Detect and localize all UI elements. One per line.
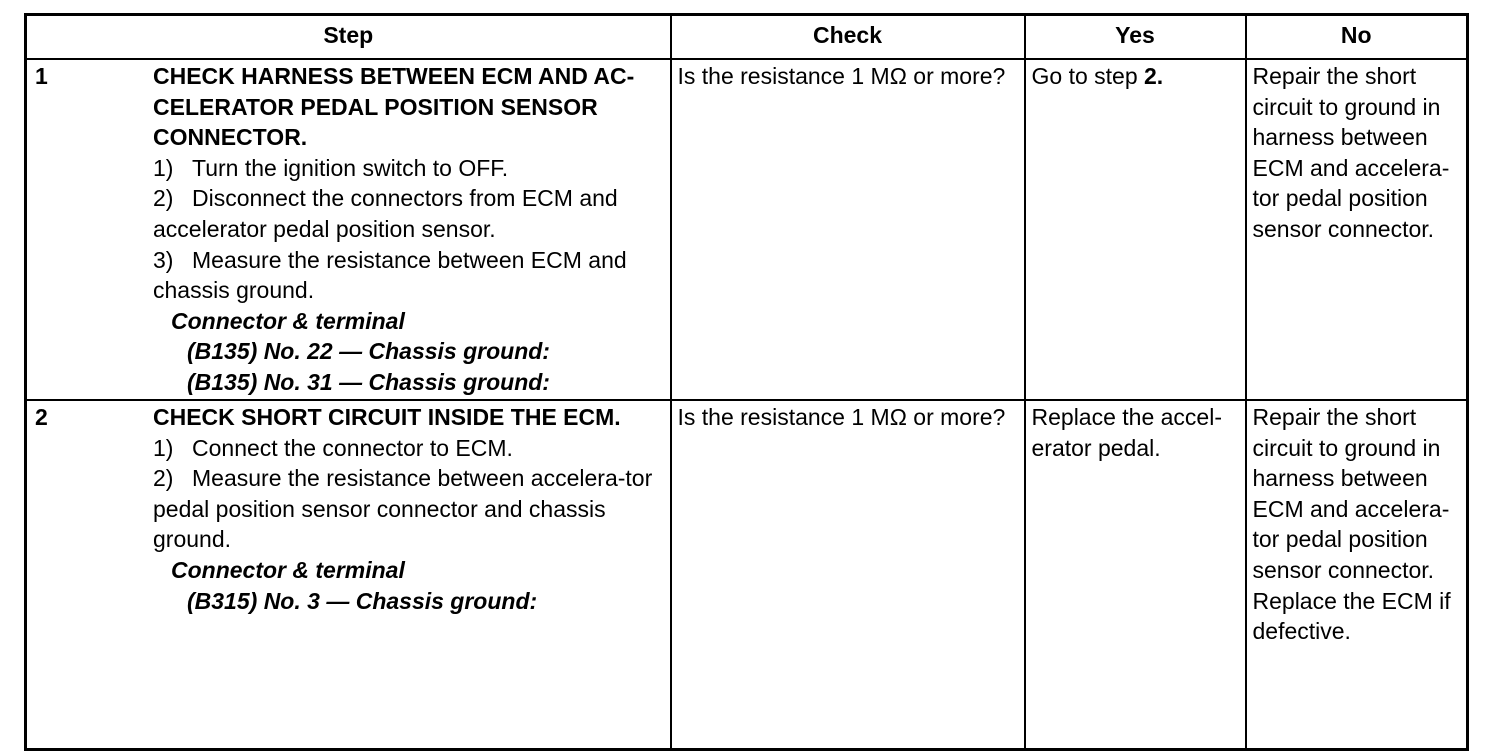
connector-heading: Connector & terminal	[171, 556, 405, 583]
step-title: CHECK HARNESS BETWEEN ECM AND AC-CELERATOR PEDAL POSITION SENSOR CONNECTOR.	[153, 63, 635, 151]
step-instruction: 1) Turn the ignition switch to OFF.	[153, 154, 509, 181]
header-row	[26, 15, 1468, 60]
header-no: No	[1246, 15, 1468, 60]
step-instruction: 3) Measure the resistance between ECM and chassis ground.	[153, 246, 627, 304]
check-cell: Is the resistance 1 MΩ or more?	[671, 59, 1025, 400]
check-cell: Is the resistance 1 MΩ or more?	[671, 400, 1025, 750]
connector-item: (B135) No. 22 — Chassis ground:	[187, 338, 550, 365]
step-cell	[26, 400, 671, 750]
no-cell: Repair the short circuit to ground in harness between ECM and accelera-tor pedal position sensor connector.	[1246, 59, 1468, 400]
step-instruction: 2) Disconnect the connectors from ECM and accelerator pedal position sensor.	[153, 185, 618, 242]
connector-heading: Connector & terminal	[171, 307, 405, 334]
step-number: 1	[35, 63, 48, 89]
no-cell: Repair the short circuit to ground in harness between ECM and accelera-tor pedal position sensor connector. Replace the ECM if defective.	[1246, 400, 1468, 750]
step-cell	[26, 59, 671, 400]
table-row	[26, 400, 1468, 750]
header-step: Step	[26, 15, 671, 60]
yes-cell: Replace the accel-erator pedal.	[1025, 400, 1246, 750]
step-number: 2	[35, 404, 48, 430]
step-instruction: 2) Measure the resistance between accelera-tor pedal position sensor connector and chassis ground.	[153, 465, 653, 553]
connector-item: (B315) No. 3 — Chassis ground:	[187, 587, 538, 614]
step-instruction: 1) Connect the connector to ECM.	[153, 434, 513, 461]
diagnostic-table	[24, 13, 1469, 751]
connector-item: (B135) No. 31 — Chassis ground:	[187, 368, 550, 395]
step-title: CHECK SHORT CIRCUIT INSIDE THE ECM.	[153, 404, 621, 430]
table-row	[26, 59, 1468, 400]
yes-cell: Go to step 2.	[1025, 59, 1246, 400]
header-yes: Yes	[1025, 15, 1246, 60]
header-check: Check	[671, 15, 1025, 60]
